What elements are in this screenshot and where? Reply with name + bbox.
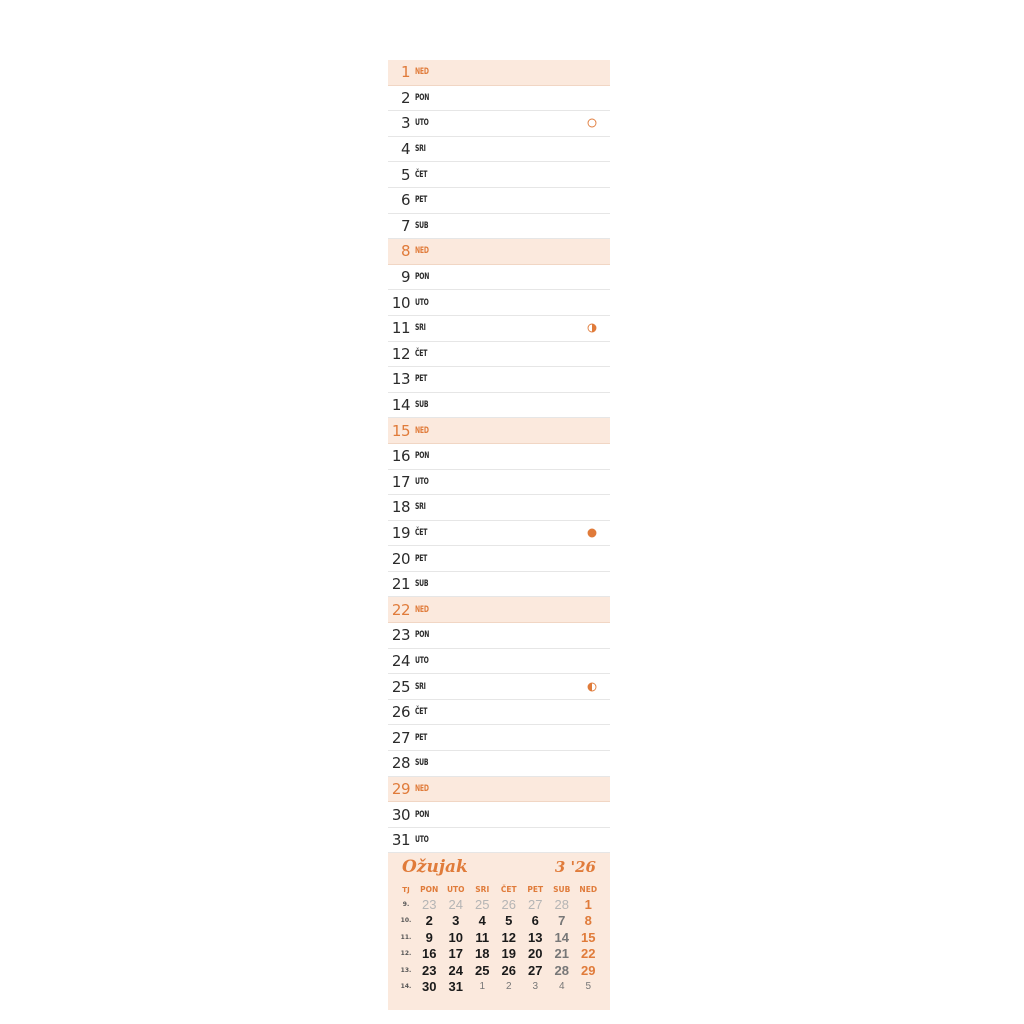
day-row[interactable] [388, 495, 610, 521]
day-row[interactable] [388, 418, 610, 444]
day-number: 1 [400, 63, 410, 82]
mini-week-row [396, 979, 602, 996]
mini-day[interactable]: 23 [422, 896, 437, 912]
day-row[interactable] [388, 572, 610, 598]
day-number: 15 [391, 421, 410, 440]
day-row[interactable] [388, 265, 610, 291]
mini-day[interactable]: 27 [528, 896, 543, 912]
day-name: ČET [415, 169, 428, 180]
day-row[interactable] [388, 828, 610, 854]
day-name: PON [415, 630, 430, 641]
day-row[interactable] [388, 444, 610, 470]
week-number: 10. [400, 917, 412, 925]
mini-calendar-grid [396, 883, 602, 995]
mini-day[interactable]: 31 [448, 979, 463, 995]
day-row[interactable] [388, 214, 610, 240]
weekday-header: NED [579, 885, 598, 894]
mini-day[interactable]: 10 [448, 929, 463, 945]
new-moon-icon [587, 528, 597, 538]
mini-day[interactable]: 25 [475, 962, 490, 978]
day-name: NED [415, 67, 429, 78]
mini-day[interactable]: 8 [584, 913, 592, 929]
day-number: 7 [400, 216, 410, 235]
first-quarter-moon-icon [587, 682, 597, 692]
weekday-header: ČET [500, 885, 517, 894]
mini-day[interactable]: 17 [448, 946, 463, 962]
day-number: 12 [391, 344, 410, 363]
day-name: ČET [415, 348, 428, 359]
mini-day[interactable]: 24 [448, 962, 463, 978]
day-row[interactable] [388, 777, 610, 803]
mini-day[interactable]: 16 [422, 946, 437, 962]
year-label: 3 '26 [554, 858, 596, 876]
mini-week-row [396, 929, 602, 946]
mini-day[interactable]: 18 [475, 946, 490, 962]
mini-week-row [396, 962, 602, 979]
day-row[interactable] [388, 86, 610, 112]
weekday-header: PON [420, 885, 439, 894]
day-name: NED [415, 783, 429, 794]
mini-day[interactable]: 7 [558, 913, 566, 929]
day-name: PET [415, 195, 428, 206]
day-name: ČET [415, 527, 428, 538]
mini-day[interactable]: 30 [422, 979, 437, 995]
mini-day[interactable]: 24 [448, 896, 463, 912]
week-number: 13. [400, 966, 412, 974]
day-row[interactable] [388, 649, 610, 675]
day-list [388, 60, 610, 853]
day-name: NED [415, 246, 429, 257]
day-row[interactable] [388, 725, 610, 751]
mini-day[interactable]: 4 [478, 913, 486, 929]
day-name: UTO [415, 297, 429, 308]
day-name: SUB [415, 579, 429, 590]
mini-day[interactable]: 25 [475, 896, 490, 912]
day-number: 25 [391, 677, 410, 696]
day-row[interactable] [388, 137, 610, 163]
calendar-strip [388, 60, 610, 1010]
day-number: 18 [391, 498, 410, 517]
day-number: 9 [400, 268, 410, 287]
day-number: 30 [391, 805, 410, 824]
day-name: NED [415, 425, 429, 436]
mini-day[interactable]: 28 [554, 962, 569, 978]
full-moon-icon [587, 118, 597, 128]
day-row[interactable] [388, 162, 610, 188]
day-number: 6 [400, 191, 410, 210]
day-name: PET [415, 732, 428, 743]
day-number: 24 [391, 651, 410, 670]
mini-day[interactable]: 1 [584, 896, 592, 912]
day-number: 28 [391, 754, 410, 773]
mini-day[interactable]: 12 [501, 929, 516, 945]
mini-day[interactable]: 28 [554, 896, 569, 912]
day-name: PET [415, 374, 428, 385]
mini-day[interactable]: 6 [531, 913, 539, 929]
day-row[interactable] [388, 342, 610, 368]
mini-day[interactable]: 19 [501, 946, 516, 962]
day-name: UTO [415, 118, 429, 129]
day-row[interactable] [388, 111, 610, 137]
mini-day[interactable]: 3 [532, 981, 539, 993]
mini-day[interactable]: 2 [505, 981, 512, 993]
day-row[interactable] [388, 597, 610, 623]
day-name: PET [415, 553, 428, 564]
day-name: PON [415, 92, 430, 103]
day-row[interactable] [388, 802, 610, 828]
day-number: 29 [391, 779, 410, 798]
mini-day[interactable]: 14 [554, 929, 569, 945]
day-name: SRI [415, 681, 426, 692]
mini-day[interactable]: 23 [422, 962, 437, 978]
mini-day[interactable]: 9 [425, 929, 433, 945]
mini-day[interactable]: 26 [501, 962, 516, 978]
day-name: UTO [415, 655, 429, 666]
mini-day[interactable]: 21 [554, 946, 569, 962]
mini-calendar-header [396, 883, 602, 896]
day-number: 21 [391, 575, 410, 594]
day-row[interactable] [388, 700, 610, 726]
mini-day[interactable]: 27 [528, 962, 543, 978]
mini-week-row [396, 896, 602, 913]
day-name: SUB [415, 220, 429, 231]
day-name: UTO [415, 476, 429, 487]
mini-day[interactable]: 15 [581, 929, 596, 945]
day-row[interactable] [388, 674, 610, 700]
day-number: 5 [400, 165, 410, 184]
day-number: 23 [391, 626, 410, 645]
day-row[interactable] [388, 521, 610, 547]
day-number: 2 [400, 88, 410, 107]
mini-day[interactable]: 5 [585, 981, 592, 993]
mini-week-row [396, 946, 602, 963]
day-number: 3 [400, 114, 410, 133]
day-name: SUB [415, 758, 429, 769]
day-row[interactable] [388, 60, 610, 86]
weekday-header: SUB [553, 885, 571, 894]
day-name: SUB [415, 400, 429, 411]
mini-day[interactable]: 4 [558, 981, 565, 993]
day-name: SRI [415, 502, 426, 513]
day-row[interactable] [388, 546, 610, 572]
weekday-header: SRI [475, 885, 490, 894]
day-number: 4 [400, 140, 410, 159]
day-number: 16 [391, 447, 410, 466]
day-name: UTO [415, 835, 429, 846]
weekday-header: PET [527, 885, 544, 894]
mini-calendar [388, 853, 610, 1010]
mini-day[interactable]: 29 [581, 962, 596, 978]
day-row[interactable] [388, 751, 610, 777]
mini-day[interactable]: 20 [528, 946, 543, 962]
day-row[interactable] [388, 367, 610, 393]
mini-day[interactable]: 22 [581, 946, 596, 962]
day-name: PON [415, 809, 430, 820]
day-row[interactable] [388, 290, 610, 316]
day-number: 26 [391, 703, 410, 722]
week-number: 9. [402, 900, 410, 908]
mini-day[interactable]: 11 [475, 929, 490, 945]
day-name: NED [415, 604, 429, 615]
mini-day[interactable]: 26 [501, 896, 516, 912]
mini-day[interactable]: 3 [452, 913, 460, 929]
day-name: ČET [415, 707, 428, 718]
day-number: 22 [391, 600, 410, 619]
mini-day[interactable]: 1 [479, 981, 486, 993]
day-number: 20 [391, 549, 410, 568]
week-number: 12. [400, 950, 412, 958]
month-title: Ožujak [402, 857, 468, 877]
weekday-header: UTO [446, 885, 465, 894]
week-header: TJ [402, 885, 410, 894]
day-name: PON [415, 451, 430, 462]
day-row[interactable] [388, 393, 610, 419]
mini-day[interactable]: 2 [425, 913, 433, 929]
week-number: 14. [400, 983, 412, 991]
day-name: SRI [415, 144, 426, 155]
day-row[interactable] [388, 188, 610, 214]
day-number: 27 [391, 728, 410, 747]
last-quarter-moon-icon [587, 323, 597, 333]
day-row[interactable] [388, 239, 610, 265]
day-number: 14 [391, 396, 410, 415]
mini-week-row [396, 913, 602, 930]
day-number: 10 [391, 293, 410, 312]
day-row[interactable] [388, 623, 610, 649]
day-number: 11 [391, 319, 410, 338]
week-number: 11. [400, 933, 412, 941]
day-number: 19 [391, 523, 410, 542]
day-row[interactable] [388, 316, 610, 342]
day-number: 13 [391, 370, 410, 389]
mini-day[interactable]: 13 [528, 929, 543, 945]
mini-day[interactable]: 5 [505, 913, 513, 929]
day-number: 31 [391, 831, 410, 850]
day-number: 17 [391, 472, 410, 491]
day-row[interactable] [388, 470, 610, 496]
day-name: SRI [415, 323, 426, 334]
day-number: 8 [400, 242, 410, 261]
day-name: PON [415, 272, 430, 283]
